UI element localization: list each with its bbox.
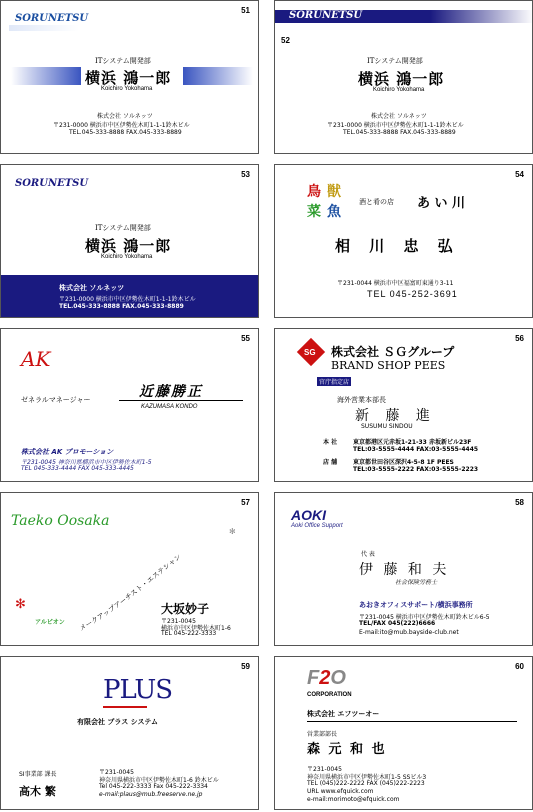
email[interactable]: E-mail:ito@mub.bayside-club.net [359,629,459,636]
business-card-51 [0,0,259,154]
hq-label: 本 社 [323,439,338,446]
zip: 〒231-0045 [99,769,134,776]
email[interactable]: e-mail:plaus@mub.freeserve.ne.jp [99,791,203,798]
person-name: 森 元 和 也 [307,742,387,757]
department: ITシステム開発部 [95,57,151,65]
card-number: 51 [241,6,250,15]
shop-label: 店 舗 [323,459,338,466]
company-logo: SORUNETSU [15,13,89,24]
company-logo: PLUS [103,675,173,705]
tile-bird: 鳥 [307,184,321,200]
address: 神奈川県横浜市中区伊勢佐木町1-5 SSビル3 [307,774,427,781]
card-number: 52 [281,36,290,45]
brand-name: BRAND SHOP PEES [331,359,446,372]
department: ITシステム開発部 [95,224,151,232]
role: 営業部部長 [307,731,338,738]
department: ITシステム開発部 [367,57,423,65]
flower-icon: ✻ [15,597,26,612]
hq-phone-fax: TEL:03-5555-4444 FAX:03-5555-4445 [353,446,479,453]
person-name: 高木 繁 [19,785,56,798]
badge: 官庁指定店 [319,379,350,386]
zip: 〒231-0045 [307,766,342,773]
person-name: 横浜 鴻一郎 [85,69,172,87]
address: 〒231-0045 神奈川県横浜市中区伊勢佐木町1-5 [21,459,152,466]
shop-type: 酒と肴の店 [359,198,394,206]
phone: TEL 045-222-3333 [161,630,217,637]
hq-address: 東京都港区元赤坂1-21-33 赤坂新ビル23F [353,439,472,446]
person-name: 横浜 鴻一郎 [85,237,172,255]
name-underline [119,400,243,401]
person-romaji: Koichiro Yokohama [101,254,153,260]
business-card-60 [274,656,533,810]
company-logo: SORUNETSU [289,10,363,21]
business-card-55 [0,328,259,482]
company-name: 株式会社 ソルネッツ [59,284,125,292]
brand-name: アルピオン [35,619,65,626]
phone-fax: Tel 045-222-3333 Fax 045-222-3334 [99,783,208,790]
card-number: 56 [515,334,524,343]
logo-gradient-bar [9,25,79,31]
company-name: 株式会社 ＳＧグループ [331,345,455,359]
script-signature: Taeko Oosaka [11,513,110,529]
card-number: 57 [241,498,250,507]
company-name: 株式会社 ソルネッツ [371,113,427,120]
business-card-53 [0,164,259,318]
name-gradient-bar-right [183,67,253,85]
business-card-54 [274,164,533,318]
person-name: 近藤勝正 [139,384,203,400]
office-name: あおきオフィスサポート/横浜事務所 [359,601,473,609]
company-name: 株式会社 ソルネッツ [97,113,153,120]
card-number: 55 [241,334,250,343]
person-romaji: Koichiro Yokohama [373,87,425,93]
company-logo: AK [21,347,51,371]
tile-beast: 獣 [327,184,341,200]
url[interactable]: URL www.efquick.com [307,788,374,795]
phone-fax: TEL/FAX 045(222)6666 [359,620,436,627]
curve-text: メークアップアーチスト・エステシャン [78,552,183,633]
address: 〒231-0044 横浜市中区福富町東通り3-11 [337,280,454,287]
business-card-56 [274,328,533,482]
logo-red-underline [103,706,147,708]
person-romaji: Koichiro Yokohama [101,86,153,92]
person-romaji: KAZUMASA KONDO [141,404,198,410]
flower-icon-2: ✻ [229,527,236,536]
person-romaji: SUSUMU SINDOU [361,423,413,430]
phone-fax: TEL.045-333-8888 FAX.045-333-8889 [59,303,184,310]
phone-fax: TEL.045-333-8888 FAX.045-333-8889 [69,129,182,136]
address: 〒231-0000 横浜市中区伊勢佐木町1-1-1鈴木ビル [327,122,464,129]
card-number: 53 [241,170,250,179]
company-logo: SORUNETSU [15,178,89,189]
shop-address: 東京都世田谷区深沢4-5-8 1F PEES [353,459,454,466]
company-name: 株式会社 AK プロモーション [21,448,114,456]
tile-vegetable: 菜 [307,204,321,220]
card-number: 54 [515,170,524,179]
company-name: 株式会社 エフツーオー [307,710,380,718]
sg-logo-text: SG [304,348,316,357]
company-name: 有限会社 プラス システム [77,718,158,726]
logo-subtitle: Aoki Office Support [291,523,343,529]
address: 〒231-0000 横浜市中区伊勢佐木町1-1-1鈴木ビル [59,296,196,303]
divider [307,721,517,722]
person-name: 横浜 鴻一郎 [358,70,445,88]
department: SI事業部 課長 [19,771,57,778]
business-card-57 [0,492,259,646]
zip: 〒231-0045 [161,618,196,625]
email[interactable]: e-mail:morimoto@efquick.com [307,796,400,803]
logo-o: O [330,667,346,689]
company-logo [307,667,346,690]
phone-fax: TEL 045-333-4444 FAX 045-333-4445 [21,465,134,472]
person-name: 大坂妙子 [161,602,210,616]
address: 横浜市中区伊勢佐木町1-6 [161,625,231,632]
address: 〒231-0045 横浜市中区伊勢佐木町鈴木ビル6-5 [359,614,490,621]
person-name: 伊 藤 和 夫 [359,562,450,578]
logo-2: 2 [319,667,331,689]
shop-name: あ い 川 [417,196,466,211]
business-card-52 [274,0,533,154]
business-card-59 [0,656,259,810]
phone-fax: TEL (045)222-2222 FAX (045)222-2223 [307,780,425,787]
job-title: 代 表 [361,551,375,558]
address: 〒231-0000 横浜市中区伊勢佐木町1-1-1鈴木ビル [53,122,190,129]
person-name: 相 川 忠 弘 [335,237,460,255]
shop-phone-fax: TEL:03-5555-2222 FAX:03-5555-2223 [353,466,479,473]
card-number: 60 [515,662,524,671]
business-card-58 [274,492,533,646]
card-number: 58 [515,498,524,507]
tile-fish: 魚 [327,204,341,220]
job-title: ゼネラルマネージャー [21,396,91,404]
person-name: 新 藤 進 [355,408,436,424]
phone-fax: TEL.045-333-8888 FAX.045-333-8889 [343,129,456,136]
logo-subtitle: CORPORATION [307,692,352,698]
name-gradient-bar-left [11,67,81,85]
role: 社会保険労務士 [395,579,438,586]
phone: TEL 045-252-3691 [367,289,458,299]
card-number: 59 [241,662,250,671]
logo-f: F [307,667,320,689]
company-logo: AOKI [291,507,326,523]
address: 神奈川県横浜市中区伊勢佐木町1-6 鈴木ビル [99,777,219,784]
logo-tiles [305,183,343,221]
department: 海外営業本部長 [337,396,386,404]
